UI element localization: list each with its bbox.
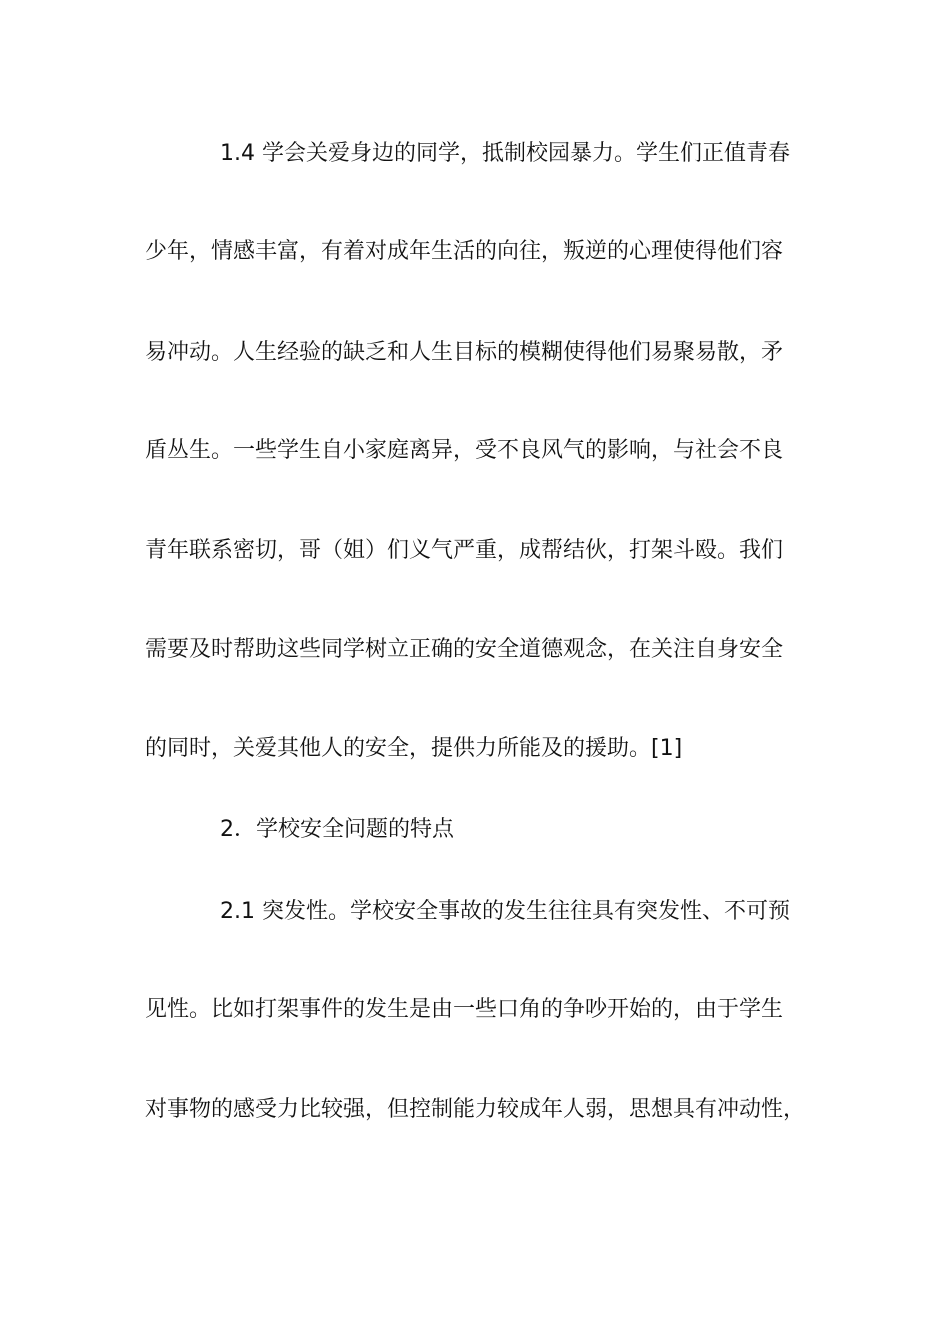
- paragraph-1-line-1: 1.4 学会关爱身边的同学，抵制校园暴力。学生们正值青春: [220, 141, 790, 166]
- paragraph-1-line-5: 青年联系密切，哥（姐）们义气严重，成帮结伙，打架斗殴。我们: [145, 538, 784, 563]
- paragraph-1-line-3: 易冲动。人生经验的缺乏和人生目标的模糊使得他们易聚易散，矛: [145, 340, 784, 365]
- paragraph-2-line-3: 对事物的感受力比较强，但控制能力较成年人弱，思想具有冲动性，: [145, 1097, 806, 1122]
- section-heading: 2．学校安全问题的特点: [220, 817, 454, 842]
- paragraph-2-line-1: 2.1 突发性。学校安全事故的发生往往具有突发性、不可预: [220, 899, 790, 924]
- paragraph-1-line-6: 需要及时帮助这些同学树立正确的安全道德观念，在关注自身安全: [145, 637, 784, 662]
- paragraph-1-line-7: 的同时，关爱其他人的安全，提供力所能及的援助。[1]: [145, 736, 683, 761]
- paragraph-2-line-2: 见性。比如打架事件的发生是由一些口角的争吵开始的，由于学生: [145, 997, 784, 1022]
- paragraph-1-line-2: 少年，情感丰富，有着对成年生活的向往，叛逆的心理使得他们容: [145, 239, 784, 264]
- paragraph-1-line-4: 盾丛生。一些学生自小家庭离异，受不良风气的影响，与社会不良: [145, 438, 784, 463]
